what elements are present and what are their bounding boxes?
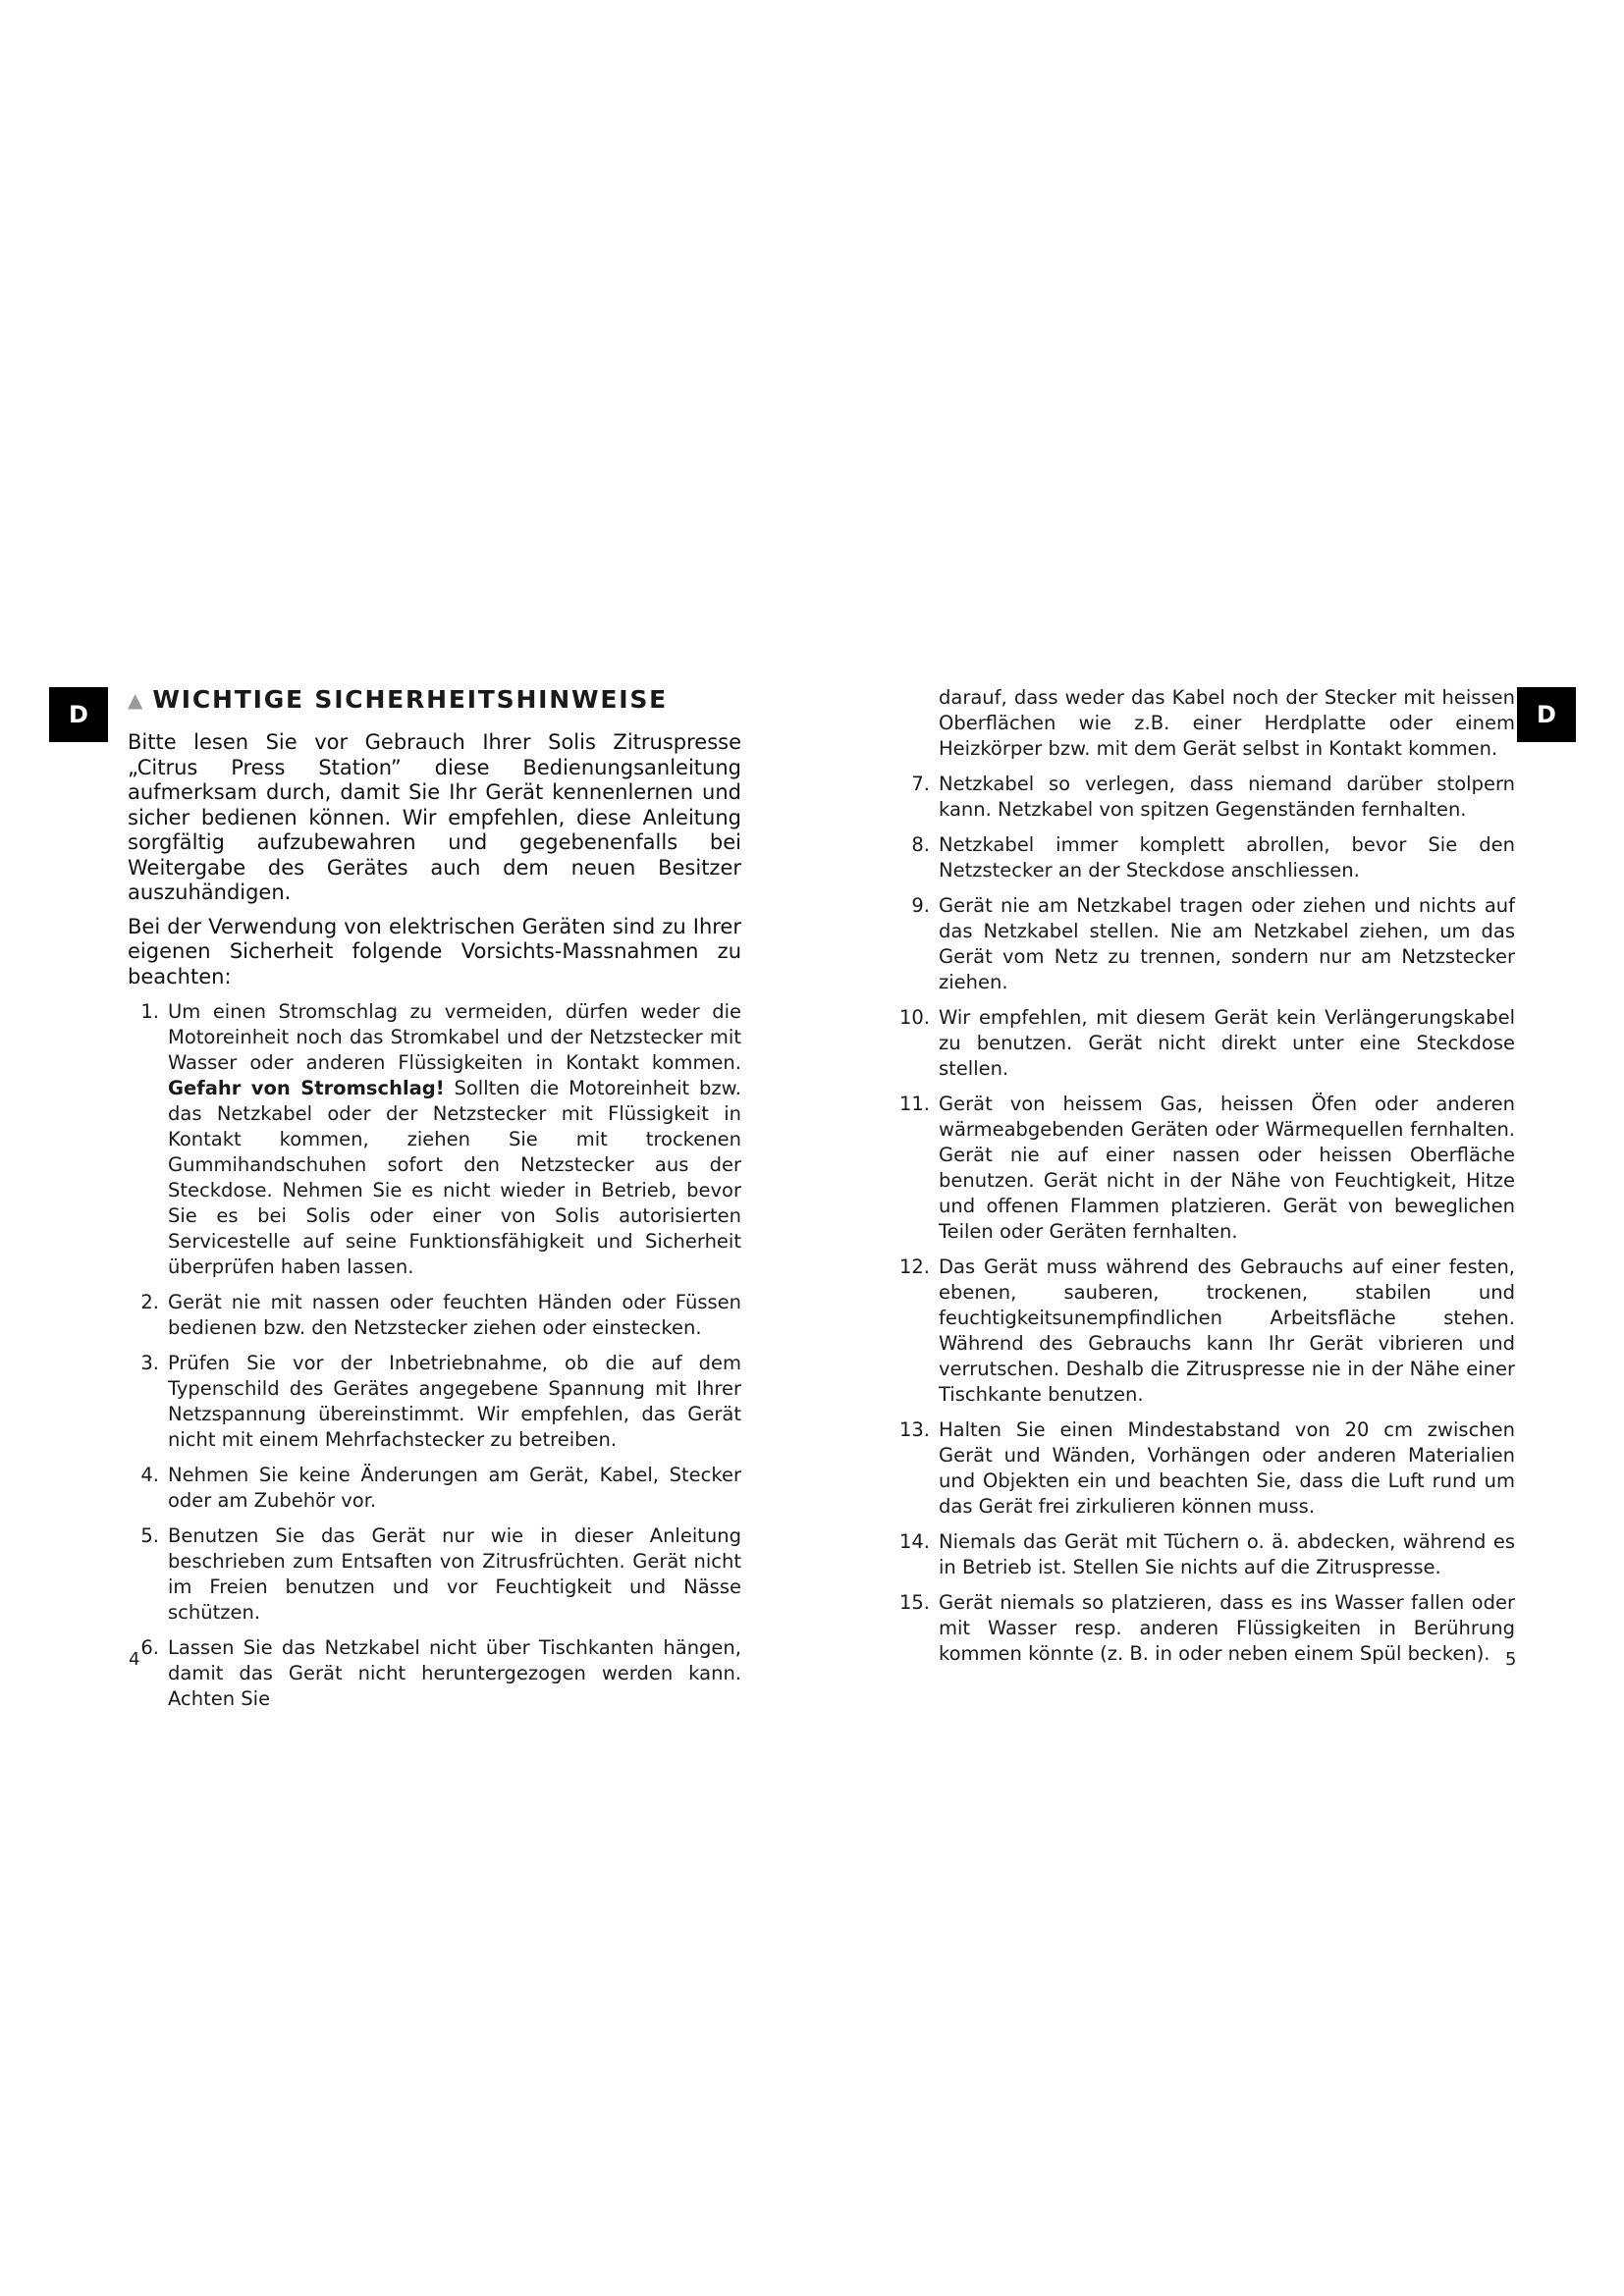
list-item xyxy=(889,1092,1515,1245)
item-number: 2. xyxy=(140,1291,159,1313)
page-number-right: 5 xyxy=(1505,1649,1517,1670)
list-item xyxy=(128,1290,741,1341)
list-item xyxy=(889,1255,1515,1408)
section-heading xyxy=(128,685,741,715)
item-text: Nehmen Sie keine Änderungen am Gerät, Kabel, Stecker oder am Zubehör vor. xyxy=(168,1464,741,1512)
item-number: 8. xyxy=(911,833,930,856)
intro-paragraph: Bei der Verwendung von elektrischen Geräten sind zu Ihrer eigenen Sicherheit folgende Vorsichts-Massnahmen zu beachten: xyxy=(128,914,741,988)
list-item xyxy=(889,772,1515,823)
page-number-left: 4 xyxy=(129,1649,140,1670)
item-number: 10. xyxy=(898,1006,930,1029)
item-number: 4. xyxy=(140,1464,159,1486)
item-number: 3. xyxy=(140,1352,159,1374)
item-text: Netzkabel immer komplett abrollen, bevor Sie den Netzstecker an der Steckdose anschliessen. xyxy=(939,833,1515,881)
item-number: 9. xyxy=(911,894,930,917)
list-item-continuation xyxy=(889,685,1515,762)
item-number: 7. xyxy=(911,773,930,795)
list-item xyxy=(889,1529,1515,1580)
item-number: 12. xyxy=(898,1255,930,1278)
list-item xyxy=(889,1590,1515,1667)
danger-warning: Gefahr von Stromschlag! xyxy=(168,1077,445,1099)
item-number: 5. xyxy=(140,1524,159,1547)
left-page-column xyxy=(128,685,741,1722)
safety-list-right xyxy=(889,685,1515,1667)
list-item xyxy=(128,1463,741,1514)
item-number: 13. xyxy=(898,1418,930,1441)
item-text: Gerät niemals so platzieren, dass es ins Wasser fallen oder mit Wasser resp. anderen Flüssigkeiten in Berührung kommen könnte (z. B. in oder neben einem Spül becken). xyxy=(939,1591,1515,1665)
item-text: Prüfen Sie vor der Inbetriebnahme, ob die auf dem Typenschild des Gerätes angegebene Spannung mit Ihrer Netzspannung übereinstimmt. Wir empfehlen, das Gerät nicht mit einem Mehrfachstecker zu betreiben. xyxy=(168,1352,741,1451)
list-item xyxy=(128,1523,741,1626)
item-text: Benutzen Sie das Gerät nur wie in dieser Anleitung beschrieben zum Entsaften von Zitrusfrüchten. Gerät nicht im Freien benutzen und vor Feuchtigkeit und Nässe schützen. xyxy=(168,1524,741,1624)
item-text: Wir empfehlen, mit diesem Gerät kein Verlängerungskabel zu benutzen. Gerät nicht direkt unter eine Steckdose stellen. xyxy=(939,1006,1515,1080)
item-number: 11. xyxy=(898,1093,930,1115)
list-item xyxy=(889,893,1515,995)
item-number: 6. xyxy=(140,1636,159,1659)
list-item xyxy=(128,1635,741,1712)
item-text: Niemals das Gerät mit Tüchern o. ä. abdecken, während es in Betrieb ist. Stellen Sie nichts auf die Zitruspresse. xyxy=(939,1530,1515,1578)
list-item xyxy=(889,1417,1515,1520)
list-item xyxy=(889,832,1515,883)
item-text: Lassen Sie das Netzkabel nicht über Tischkanten hängen, damit das Gerät nicht heruntergezogen werden kann. Achten Sie xyxy=(168,1636,741,1710)
item-number: 1. xyxy=(140,1000,159,1023)
item-text: Gerät nie am Netzkabel tragen oder ziehen und nichts auf das Netzkabel stellen. Nie am Netzkabel ziehen, um das Gerät vom Netz zu trennen, sondern nur am Netzstecker ziehen. xyxy=(939,894,1515,993)
item-number: 15. xyxy=(898,1591,930,1614)
heading-title: WICHTIGE SICHERHEITSHINWEISE xyxy=(152,685,669,714)
list-item xyxy=(128,999,741,1280)
warning-triangle-icon: ▲ xyxy=(128,688,143,712)
item-text: Gerät nie mit nassen oder feuchten Händen oder Füssen bedienen bzw. den Netzstecker ziehen oder einstecken. xyxy=(168,1291,741,1339)
item-text: darauf, dass weder das Kabel noch der Stecker mit heissen Oberflächen wie z.B. einer Herdplatte oder einem Heizkörper bzw. mit dem Gerät selbst in Kontakt kommen. xyxy=(939,686,1515,760)
item-text: Netzkabel so verlegen, dass niemand darüber stolpern kann. Netzkabel von spitzen Gegenständen fernhalten. xyxy=(939,773,1515,821)
list-item xyxy=(889,1005,1515,1082)
item-text: Halten Sie einen Mindestabstand von 20 cm zwischen Gerät und Wänden, Vorhängen oder anderen Materialien und Objekten ein und beachten Sie, dass die Luft rund um das Gerät frei zirkulieren können muss. xyxy=(939,1418,1515,1518)
item-number: 14. xyxy=(898,1530,930,1553)
language-tab-left: D xyxy=(49,687,108,742)
language-tab-right: D xyxy=(1517,687,1576,742)
item-text: Gerät von heissem Gas, heissen Öfen oder anderen wärmeabgebenden Geräten oder Wärmequellen fernhalten. Gerät nie auf einer nassen oder heissen Oberfläche benutzen. Gerät nicht in der Nähe von Feuchtigkeit, Hitze und offenen Flammen platzieren. Gerät von beweglichen Teilen oder Geräten fernhalten. xyxy=(939,1093,1515,1243)
item-text: Um einen Stromschlag zu vermeiden, dürfen weder die Motoreinheit noch das Stromkabel und der Netzstecker mit Wasser oder anderen Flüssigkeiten in Kontakt kommen. Gefahr von Stromschlag! Sollten die Motoreinheit bzw. das Netzkabel oder der Netzstecker mit Flüssigkeit in Kontakt kommen, ziehen Sie mit trockenen Gummihandschuhen sofort den Netzstecker aus der Steckdose. Nehmen Sie es nicht wieder in Betrieb, bevor Sie es bei Solis oder einer von Solis autorisierten Servicestelle auf seine Funktionsfähigkeit und Sicherheit überprüfen haben lassen. xyxy=(168,1000,741,1278)
item-text: Das Gerät muss während des Gebrauchs auf einer festen, ebenen, sauberen, trockenen, stabilen und feuchtigkeitsunempfindlichen Arbeitsfläche stehen. Während des Gebrauchs kann Ihr Gerät vibrieren und verrutschen. Deshalb die Zitruspresse nie in der Nähe einer Tischkante benutzen. xyxy=(939,1255,1515,1406)
intro-paragraph: Bitte lesen Sie vor Gebrauch Ihrer Solis Zitruspresse „Citrus Press Station” diese Bedienungsanleitung aufmerksam durch, damit Sie Ihr Gerät kennenlernen und sicher bedienen können. Wir empfehlen, diese Anleitung sorgfältig aufzubewahren und gegebenenfalls bei Weitergabe des Gerätes auch dem neuen Besitzer auszuhändigen. xyxy=(128,730,741,904)
right-page-column xyxy=(889,685,1515,1677)
list-item xyxy=(128,1351,741,1453)
safety-list-left xyxy=(128,999,741,1712)
